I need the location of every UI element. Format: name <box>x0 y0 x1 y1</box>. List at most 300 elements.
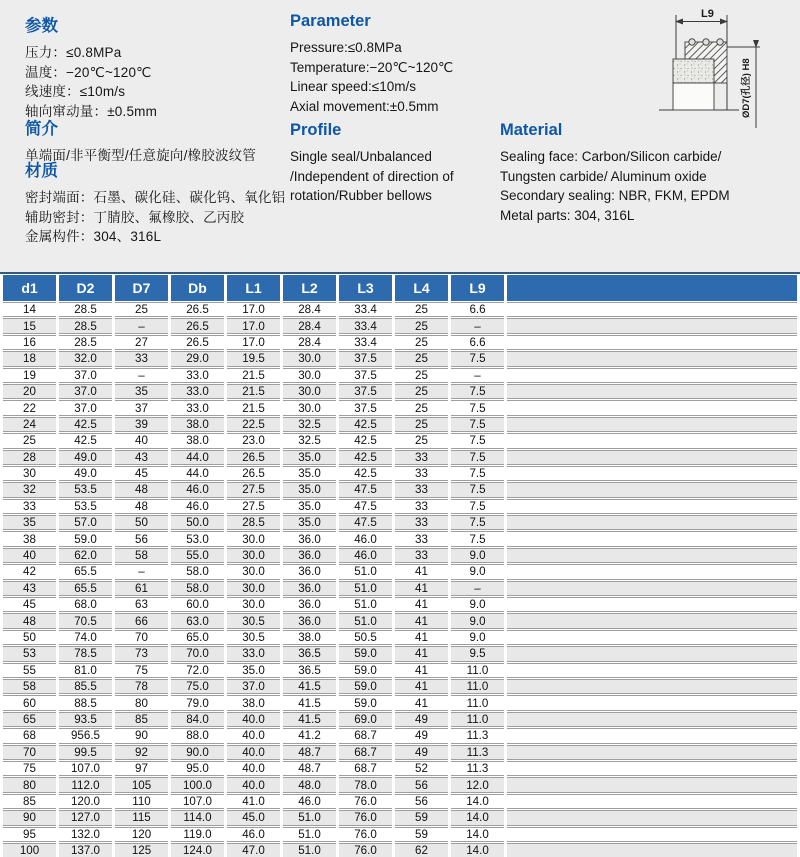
cell: 76.0 <box>339 810 392 825</box>
cell: 58 <box>3 679 56 694</box>
text-line: 金属构件：304、316L <box>25 229 162 244</box>
cell <box>507 564 797 579</box>
cell: 75 <box>3 761 56 776</box>
table-row <box>3 368 797 383</box>
cell: 7.5 <box>451 466 504 481</box>
cell: 33.0 <box>171 400 224 415</box>
cell: 41 <box>395 646 448 661</box>
cell: 9.0 <box>451 597 504 612</box>
cell: 22 <box>3 400 56 415</box>
cell: 56 <box>115 531 168 546</box>
cell: 79.0 <box>171 695 224 710</box>
cell: 78 <box>115 679 168 694</box>
cell: 66 <box>115 613 168 628</box>
cell: 35.0 <box>283 515 336 530</box>
cell: 30 <box>3 466 56 481</box>
cell: 59.0 <box>339 695 392 710</box>
table-row <box>3 695 797 710</box>
cell: 51.0 <box>283 827 336 842</box>
cell: 15 <box>3 318 56 333</box>
cell: 51.0 <box>339 581 392 596</box>
cell <box>507 499 797 514</box>
cell: 28.4 <box>283 318 336 333</box>
cell: 36.5 <box>283 646 336 661</box>
cell: 41 <box>395 663 448 678</box>
material-en-lines <box>500 147 730 225</box>
cell: 119.0 <box>171 827 224 842</box>
cell: 40 <box>115 433 168 448</box>
section-title-params-cn: 参数 <box>25 17 58 35</box>
cell: 7.5 <box>451 351 504 366</box>
cell: 33.0 <box>171 368 224 383</box>
cell: 42.5 <box>339 450 392 465</box>
cell: 85.5 <box>59 679 112 694</box>
cell: 95.0 <box>171 761 224 776</box>
cell: – <box>115 368 168 383</box>
cell: 21.5 <box>227 368 280 383</box>
cell: 14.0 <box>451 827 504 842</box>
cell <box>507 712 797 727</box>
section-params-en <box>290 12 453 116</box>
text-line: Single seal/Unbalanced <box>290 149 432 164</box>
cell: 36.0 <box>283 613 336 628</box>
cell <box>507 351 797 366</box>
cell: 70 <box>115 630 168 645</box>
cell: 12.0 <box>451 777 504 792</box>
cell: 40.0 <box>227 761 280 776</box>
cell <box>507 417 797 432</box>
text-line: 压力：≤0.8MPa <box>25 45 122 60</box>
cell: 68 <box>3 728 56 743</box>
cell: 68.7 <box>339 745 392 760</box>
cell: 18 <box>3 351 56 366</box>
cell: 88.5 <box>59 695 112 710</box>
cell: 44.0 <box>171 450 224 465</box>
cell: 19.5 <box>227 351 280 366</box>
cell: 17.0 <box>227 302 280 317</box>
cell: 51.0 <box>283 843 336 857</box>
cell: 37.5 <box>339 384 392 399</box>
cell: 80 <box>3 777 56 792</box>
cell: 6.6 <box>451 302 504 317</box>
cell: 51.0 <box>283 810 336 825</box>
cell: 47.5 <box>339 499 392 514</box>
cell: 42.5 <box>59 417 112 432</box>
cell: 7.5 <box>451 450 504 465</box>
cell: 44.0 <box>171 466 224 481</box>
cell: 48 <box>115 499 168 514</box>
section-title-material-en: Material <box>500 121 563 139</box>
cell: 46.0 <box>227 827 280 842</box>
cell: 30.5 <box>227 613 280 628</box>
cell: 59 <box>395 810 448 825</box>
cell: 47.5 <box>339 515 392 530</box>
cell: 100 <box>3 843 56 857</box>
cell: 137.0 <box>59 843 112 857</box>
cell: 9.0 <box>451 630 504 645</box>
column-header-Db: Db <box>171 275 224 301</box>
cell: 25 <box>395 302 448 317</box>
cell: 33.4 <box>339 302 392 317</box>
header-row <box>3 275 797 301</box>
cell: 37.0 <box>59 400 112 415</box>
cell <box>507 761 797 776</box>
cell: 63 <box>115 597 168 612</box>
cell: 36.0 <box>283 564 336 579</box>
cell <box>507 827 797 842</box>
spec-table <box>0 272 800 857</box>
cell: 30.5 <box>227 630 280 645</box>
cell: 42 <box>3 564 56 579</box>
cell: 9.5 <box>451 646 504 661</box>
table-row <box>3 515 797 530</box>
cell: 42.5 <box>339 466 392 481</box>
cell: 53.5 <box>59 482 112 497</box>
profile-en-lines <box>290 147 454 206</box>
table-row <box>3 745 797 760</box>
dim-label-D7: ØD7(孔径) H8 <box>741 58 752 118</box>
cell <box>507 728 797 743</box>
text-line: Metal parts: 304, 316L <box>500 207 635 223</box>
column-header-filler <box>507 275 797 301</box>
cell: 20 <box>3 384 56 399</box>
cell: 62.0 <box>59 548 112 563</box>
cell: 6.6 <box>451 335 504 350</box>
cell: 38.0 <box>283 630 336 645</box>
cell: 33 <box>395 531 448 546</box>
cell: 58.0 <box>171 564 224 579</box>
cell: 30.0 <box>227 548 280 563</box>
cell: 48 <box>115 482 168 497</box>
cell <box>507 450 797 465</box>
cell: 32.5 <box>283 433 336 448</box>
cell <box>507 613 797 628</box>
cell <box>507 548 797 563</box>
cell: 36.0 <box>283 597 336 612</box>
cell: 46.0 <box>171 482 224 497</box>
cell: 120.0 <box>59 794 112 809</box>
cell: 60 <box>3 695 56 710</box>
cell: 62 <box>395 843 448 857</box>
text-line: Pressure:≤0.8MPa <box>290 40 402 55</box>
cell: 7.5 <box>451 417 504 432</box>
cell: 7.5 <box>451 531 504 546</box>
cell: 70 <box>3 745 56 760</box>
table-row <box>3 384 797 399</box>
section-material-cn <box>25 157 285 247</box>
section-profile-en <box>290 121 454 206</box>
cell: 38 <box>3 531 56 546</box>
cell: 25 <box>3 433 56 448</box>
cell: 33 <box>395 466 448 481</box>
cell: 30.0 <box>283 368 336 383</box>
cell: 35.0 <box>283 466 336 481</box>
cell: 124.0 <box>171 843 224 857</box>
cell: 35 <box>3 515 56 530</box>
text-line: 密封端面：石墨、碳化硅、碳化钨、氧化铝 <box>25 190 286 205</box>
cell: 65 <box>3 712 56 727</box>
cell: 55 <box>3 663 56 678</box>
cell: 33.0 <box>171 384 224 399</box>
cell: 35.0 <box>283 450 336 465</box>
cell: 43 <box>115 450 168 465</box>
cell: 59.0 <box>339 679 392 694</box>
cell: 11.3 <box>451 761 504 776</box>
column-header-d1: d1 <box>3 275 56 301</box>
cell: 47.0 <box>227 843 280 857</box>
table-row <box>3 646 797 661</box>
cell: 36.0 <box>283 531 336 546</box>
cell: 56 <box>395 777 448 792</box>
cell: 37.0 <box>227 679 280 694</box>
cell: 59 <box>395 827 448 842</box>
cell: 37.0 <box>59 368 112 383</box>
cell <box>507 794 797 809</box>
cell: 76.0 <box>339 843 392 857</box>
cell: 38.0 <box>171 417 224 432</box>
cell: 59.0 <box>339 646 392 661</box>
cell: 25 <box>395 417 448 432</box>
cell <box>507 695 797 710</box>
table-row <box>3 318 797 333</box>
cell: 73 <box>115 646 168 661</box>
cell: 14.0 <box>451 810 504 825</box>
column-header-L2: L2 <box>283 275 336 301</box>
cell: 24 <box>3 417 56 432</box>
cell: 53.0 <box>171 531 224 546</box>
table-row <box>3 810 797 825</box>
cell: 26.5 <box>171 335 224 350</box>
cell <box>507 630 797 645</box>
cell <box>507 810 797 825</box>
cell: 40.0 <box>227 728 280 743</box>
params-en-lines <box>290 38 453 116</box>
cell: 35 <box>115 384 168 399</box>
table-row <box>3 417 797 432</box>
cell: 48.7 <box>283 761 336 776</box>
cell: 30.0 <box>283 351 336 366</box>
cell: 65.0 <box>171 630 224 645</box>
cell: 30.0 <box>227 581 280 596</box>
cell: 25 <box>395 400 448 415</box>
table-row <box>3 564 797 579</box>
cell: 127.0 <box>59 810 112 825</box>
cell: 25 <box>395 351 448 366</box>
cell: 107.0 <box>171 794 224 809</box>
cell: 68.7 <box>339 728 392 743</box>
dim-label-L9: L9 <box>701 8 714 20</box>
cell <box>507 843 797 857</box>
cell: 41.5 <box>283 695 336 710</box>
cell: 30.0 <box>283 384 336 399</box>
cell: 80 <box>115 695 168 710</box>
column-header-L3: L3 <box>339 275 392 301</box>
cell <box>507 368 797 383</box>
cell: 38.0 <box>227 695 280 710</box>
cell: 36.0 <box>283 548 336 563</box>
cell: 33 <box>3 499 56 514</box>
cell <box>507 384 797 399</box>
cell: 28.4 <box>283 302 336 317</box>
cell: – <box>451 581 504 596</box>
cell: 17.0 <box>227 335 280 350</box>
cell: 7.5 <box>451 400 504 415</box>
table-row <box>3 482 797 497</box>
text-line: 辅助密封：丁腈胶、氟橡胶、乙丙胶 <box>25 209 245 225</box>
cell: 35.0 <box>283 499 336 514</box>
cell: 41 <box>395 613 448 628</box>
material-cn-lines <box>25 188 285 247</box>
cell: 37 <box>115 400 168 415</box>
cell: 92 <box>115 745 168 760</box>
spec-table-container <box>0 272 800 857</box>
cell: 61 <box>115 581 168 596</box>
cell: 28.4 <box>283 335 336 350</box>
text-line: /Independent of direction of <box>290 168 454 184</box>
cell: 70.0 <box>171 646 224 661</box>
cell: 36.0 <box>283 581 336 596</box>
cell: 26.5 <box>171 318 224 333</box>
cell: 88.0 <box>171 728 224 743</box>
table-row <box>3 581 797 596</box>
cell: 56 <box>395 794 448 809</box>
cell: 39 <box>115 417 168 432</box>
cell: 14.0 <box>451 843 504 857</box>
cell: 33 <box>395 499 448 514</box>
table-row <box>3 794 797 809</box>
cell: 41.2 <box>283 728 336 743</box>
cell: 63.0 <box>171 613 224 628</box>
cell <box>507 531 797 546</box>
cell <box>507 777 797 792</box>
cell: 69.0 <box>339 712 392 727</box>
cell: 53.5 <box>59 499 112 514</box>
cell: 99.5 <box>59 745 112 760</box>
cell: 85 <box>115 712 168 727</box>
text-line: Axial movement:±0.5mm <box>290 98 439 114</box>
cell: 59.0 <box>59 531 112 546</box>
cell: – <box>115 564 168 579</box>
cell: 23.0 <box>227 433 280 448</box>
cell <box>507 597 797 612</box>
cell: 16 <box>3 335 56 350</box>
cell: 48.0 <box>283 777 336 792</box>
section-material-en <box>500 121 730 225</box>
cell: 48.7 <box>283 745 336 760</box>
cell: 78.0 <box>339 777 392 792</box>
cell: 41 <box>395 695 448 710</box>
cell: 11.0 <box>451 695 504 710</box>
table-row <box>3 712 797 727</box>
seal-face-region <box>673 59 714 83</box>
cell: 33 <box>395 450 448 465</box>
cell: 50 <box>115 515 168 530</box>
cell: 29.0 <box>171 351 224 366</box>
cell: 110 <box>115 794 168 809</box>
cell: 33.4 <box>339 335 392 350</box>
cell: 50.5 <box>339 630 392 645</box>
cell: 52 <box>395 761 448 776</box>
cell <box>507 433 797 448</box>
cell: 46.0 <box>283 794 336 809</box>
cell: 26.5 <box>227 466 280 481</box>
cell: 47.5 <box>339 482 392 497</box>
spec-table-body <box>3 302 797 857</box>
cell: 26.5 <box>227 450 280 465</box>
column-header-L4: L4 <box>395 275 448 301</box>
cell: 114.0 <box>171 810 224 825</box>
cell: 65.5 <box>59 581 112 596</box>
cell: 33 <box>395 482 448 497</box>
cell: 65.5 <box>59 564 112 579</box>
cell: 19 <box>3 368 56 383</box>
table-row <box>3 302 797 317</box>
cell: 100.0 <box>171 777 224 792</box>
table-row <box>3 613 797 628</box>
cell: 50 <box>3 630 56 645</box>
cell: 25 <box>115 302 168 317</box>
table-row <box>3 548 797 563</box>
cell: 68.7 <box>339 761 392 776</box>
cell: 28.5 <box>59 335 112 350</box>
table-row <box>3 466 797 481</box>
cell: 48 <box>3 613 56 628</box>
cell: 40.0 <box>227 712 280 727</box>
cell: 78.5 <box>59 646 112 661</box>
cell: 25 <box>395 318 448 333</box>
table-row <box>3 335 797 350</box>
table-row <box>3 843 797 857</box>
table-row <box>3 450 797 465</box>
cell: 9.0 <box>451 548 504 563</box>
cell: 33 <box>115 351 168 366</box>
cell: 7.5 <box>451 433 504 448</box>
cell: 95 <box>3 827 56 842</box>
spring-bump-icon <box>689 39 695 45</box>
cell: 107.0 <box>59 761 112 776</box>
cell: 35.0 <box>227 663 280 678</box>
cell: 76.0 <box>339 827 392 842</box>
cell: 57.0 <box>59 515 112 530</box>
cell: 28.5 <box>227 515 280 530</box>
cell: 45 <box>3 597 56 612</box>
cell: 7.5 <box>451 499 504 514</box>
spring-bump-icon <box>703 39 709 45</box>
cell: 14.0 <box>451 794 504 809</box>
cell: 28.5 <box>59 318 112 333</box>
cell: 41 <box>395 597 448 612</box>
cell: 49.0 <box>59 466 112 481</box>
cell: 90.0 <box>171 745 224 760</box>
cell: 53 <box>3 646 56 661</box>
cell <box>507 466 797 481</box>
cell: 120 <box>115 827 168 842</box>
column-header-D7: D7 <box>115 275 168 301</box>
cell: 37.5 <box>339 351 392 366</box>
cell <box>507 745 797 760</box>
cell: 41.0 <box>227 794 280 809</box>
table-row <box>3 531 797 546</box>
cell: 32.0 <box>59 351 112 366</box>
cell: 27.5 <box>227 482 280 497</box>
column-header-L1: L1 <box>227 275 280 301</box>
seal-cross-section-drawing <box>648 0 800 130</box>
cell: 51.0 <box>339 597 392 612</box>
cell: 30.0 <box>283 400 336 415</box>
section-title-material-cn: 材质 <box>25 162 58 180</box>
cell: 35.0 <box>283 482 336 497</box>
cell: 36.5 <box>283 663 336 678</box>
